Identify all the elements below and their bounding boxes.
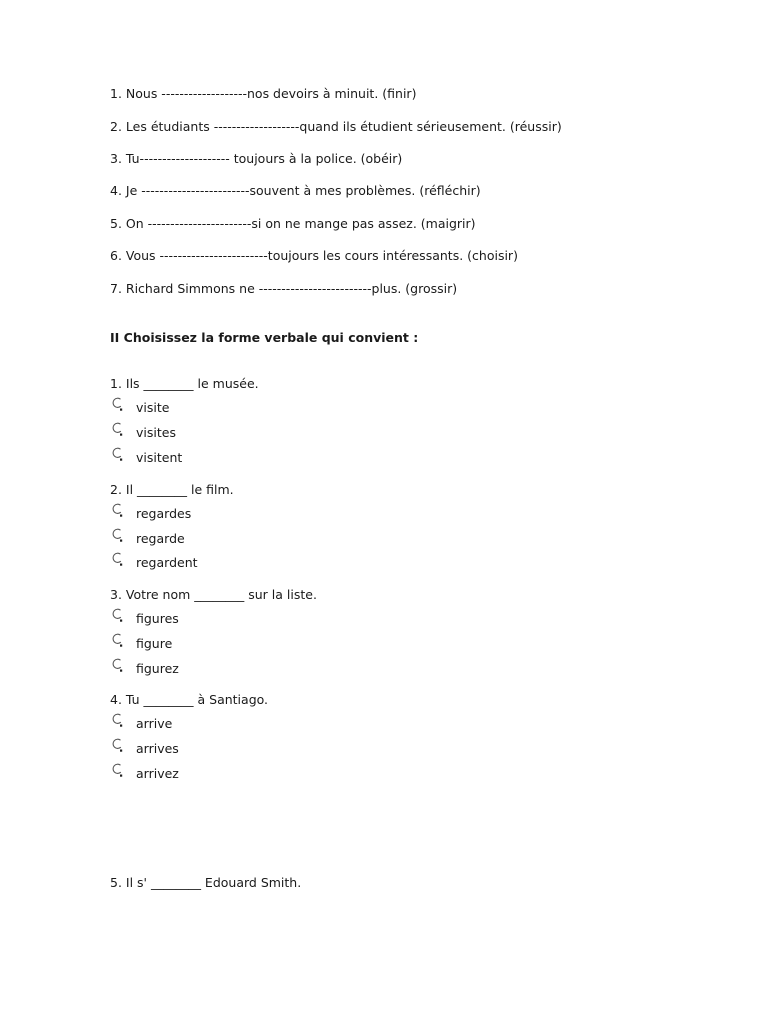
radio-icon[interactable]	[110, 502, 124, 518]
radio-icon[interactable]	[110, 632, 124, 648]
option-label: figurez	[136, 661, 179, 676]
option-label: visite	[136, 400, 170, 415]
radio-icon[interactable]	[110, 657, 124, 673]
radio-icon[interactable]	[110, 421, 124, 437]
exercise-item-6: 6. Vous ------------------------toujours les cours intéressants. (choisir)	[110, 248, 518, 263]
radio-icon[interactable]	[110, 551, 124, 567]
exercise-item-2: 2. Les étudiants -------------------quand ils étudient sérieusement. (réussir)	[110, 119, 562, 134]
radio-icon[interactable]	[110, 737, 124, 753]
question-2-prompt: 2. Il ________ le film.	[110, 482, 234, 497]
radio-icon[interactable]	[110, 607, 124, 623]
radio-icon[interactable]	[110, 527, 124, 543]
option-label: regardent	[136, 555, 198, 570]
exercise-item-5: 5. On -----------------------si on ne mange pas assez. (maigrir)	[110, 216, 476, 231]
option-label: figure	[136, 636, 173, 651]
question-3-prompt: 3. Votre nom ________ sur la liste.	[110, 587, 317, 602]
radio-icon[interactable]	[110, 762, 124, 778]
exercise-item-4: 4. Je ------------------------souvent à mes problèmes. (réfléchir)	[110, 183, 481, 198]
section-heading: II Choisissez la forme verbale qui convient :	[110, 330, 419, 345]
question-4-prompt: 4. Tu ________ à Santiago.	[110, 692, 269, 707]
option-label: regarde	[136, 531, 185, 546]
radio-icon[interactable]	[110, 712, 124, 728]
option-label: arrives	[136, 741, 179, 756]
radio-icon[interactable]	[110, 446, 124, 462]
question-5-prompt: 5. Il s' ________ Edouard Smith.	[110, 875, 302, 890]
radio-icon[interactable]	[110, 396, 124, 412]
question-1-prompt: 1. Ils ________ le musée.	[110, 376, 259, 391]
option-label: visites	[136, 425, 176, 440]
option-label: arrive	[136, 716, 173, 731]
exercise-item-3: 3. Tu-------------------- toujours à la police. (obéir)	[110, 151, 403, 166]
option-label: visitent	[136, 450, 183, 465]
option-label: figures	[136, 611, 179, 626]
option-label: arrivez	[136, 766, 179, 781]
exercise-item-7: 7. Richard Simmons ne -------------------------plus. (grossir)	[110, 281, 458, 296]
exercise-item-1: 1. Nous -------------------nos devoirs à minuit. (finir)	[110, 86, 417, 101]
option-label: regardes	[136, 506, 192, 521]
